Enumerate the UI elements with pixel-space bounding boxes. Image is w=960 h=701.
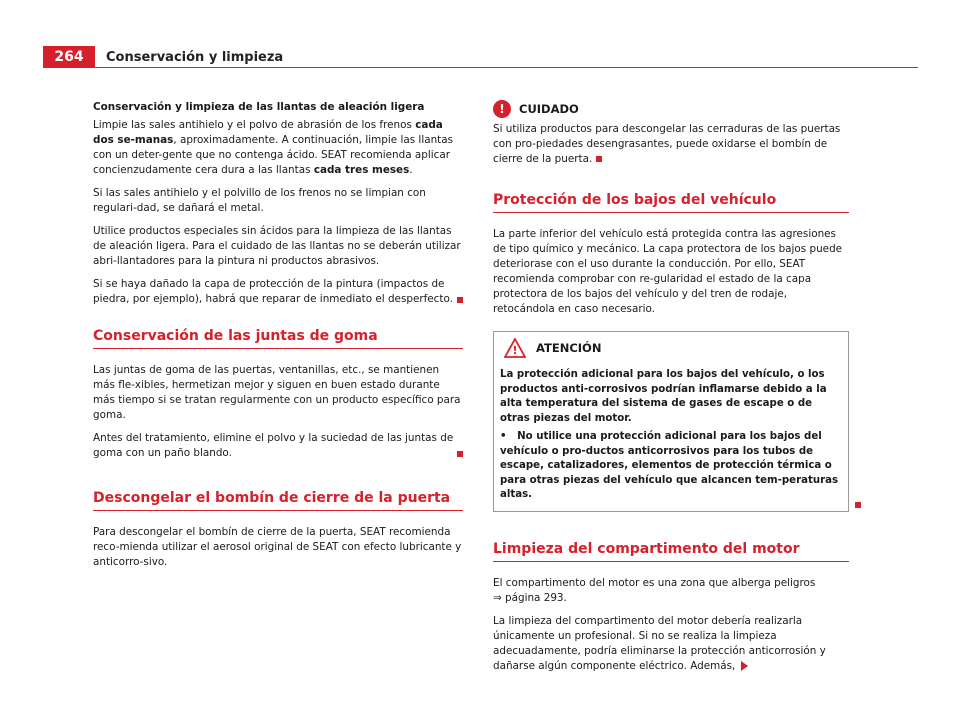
end-of-section-icon: [855, 502, 861, 508]
alloy-p1-e: .: [409, 164, 413, 176]
engine-p2-text: La limpieza del compartimento del motor debería realizarla únicamente un profesional. Si no se realiza la limpieza adecuadamente, podría eliminarse la protección anticorrosión y dañarse algún componente eléctrico. Además,: [493, 614, 826, 672]
cuidado-text: [493, 122, 849, 167]
rubber-paragraph-2: [93, 431, 463, 461]
continue-arrow-icon: [741, 661, 748, 671]
underbody-paragraph-1: La parte inferior del vehículo está protegida contra las agresiones de tipo químico y mecánico. La capa protectora de los bajos puede deteriorase con el uso durante la conducción. Por ello, SEAT recomienda comprobar con re-gularidad el estado de la capa protectora de los bajos del vehículo y del tren de rodaje, retocándola en caso necesario.: [493, 228, 843, 315]
cuidado-label: CUIDADO: [519, 101, 579, 116]
left-column: [93, 100, 463, 578]
bullet: •: [500, 431, 507, 442]
defrost-paragraph-1: Para descongelar el bombín de cierre de la puerta, SEAT recomienda reco-mienda utilizar el aerosol original de SEAT con efecto lubricante y anticorro-sivo.: [93, 526, 462, 568]
rubber-p2-text: Antes del tratamiento, elimine el polvo y la suciedad de las juntas de goma con un paño blando.: [93, 432, 454, 459]
alloy-p1-c: , aproximadamente. A continuación, limpie las llantas con un deter-gente que no contenga ácido. SEAT recomienda aplicar concienzudamente cera dura a las llantas: [93, 134, 454, 176]
alloy-p1-b: cada dos se-manas: [93, 119, 443, 146]
page-number: 264: [43, 46, 95, 68]
atencion-wrapper: [493, 331, 849, 512]
right-column: [493, 100, 849, 682]
atencion-paragraph-1: La protección adicional para los bajos del vehículo, o los productos anti-corrosivos podrían inflamarse debido a la alta temperatura del sistema de gases de escape o de otras piezas del motor.: [500, 369, 827, 424]
alloy-p1-d: cada tres meses: [313, 164, 410, 176]
alloy-heading: Conservación y limpieza de las llantas de aleación ligera: [93, 101, 425, 113]
header-rule: [43, 67, 918, 68]
atencion-paragraph-2: [500, 430, 840, 503]
cuidado-header: [493, 100, 849, 118]
alloy-p4-text: Si se haya dañado la capa de protección de la pintura (impactos de piedra, por ejemplo), habrá que reparar de inmediato el desperfecto.: [93, 278, 453, 305]
end-of-section-icon: [457, 297, 463, 303]
atencion-p2-text: No utilice una protección adicional para los bajos del vehículo o pro-ductos anticorrosivos para los tubos de escape, catalizadores, elementos de protección térmica o para otras piezas del vehículo que alcancen tem-peraturas altas.: [500, 431, 839, 500]
alloy-paragraph-1: [93, 118, 463, 178]
atencion-label: ATENCIÓN: [536, 340, 602, 355]
engine-section-heading: Limpieza del compartimento del motor: [493, 542, 849, 562]
warning-mark: !: [512, 344, 518, 357]
alloy-paragraph-3: Utilice productos especiales sin ácidos para la limpieza de las llantas de aleación ligera. Para el cuidado de las llantas no se deberán utilizar abri-llantadores para la pintura ni productos abrasivos.: [93, 225, 461, 267]
header-title: Conservación y limpieza: [106, 50, 284, 65]
atencion-header: [494, 332, 848, 368]
alloy-paragraph-2: Si las sales antihielo y el polvillo de los frenos no se limpian con regulari-dad, se dañará el metal.: [93, 187, 426, 214]
engine-p1-a: El compartimento del motor es una zona que alberga peligros: [493, 576, 816, 589]
atencion-box: [493, 331, 849, 512]
rubber-paragraph-1: Las juntas de goma de las puertas, ventanillas, etc., se mantienen más fle-xibles, hermetizan mejor y siguen en buen estado durante más tiempo si se tratan regularmente con un producto específico para goma.: [93, 364, 461, 421]
defrost-section-heading: Descongelar el bombín de cierre de la puerta: [93, 491, 463, 511]
page-reference-link[interactable]: ⇒ página 293.: [493, 591, 567, 604]
underbody-section-heading: Protección de los bajos del vehículo: [493, 193, 849, 213]
rubber-section-heading: Conservación de las juntas de goma: [93, 329, 463, 349]
alloy-p1-a: Limpie las sales antihielo y el polvo de abrasión de los frenos: [93, 119, 416, 131]
caution-icon: !: [493, 100, 511, 118]
engine-paragraph-2: [493, 614, 849, 674]
cuidado-text-content: Si utiliza productos para descongelar las cerraduras de las puertas con pro-piedades desengrasantes, puede oxidarse el bombín de cierre de la puerta.: [493, 123, 841, 165]
atencion-body: [494, 368, 848, 503]
engine-paragraph-1: [493, 576, 849, 606]
alloy-paragraph-4: [93, 277, 463, 307]
warning-triangle-icon: [504, 338, 526, 358]
end-of-section-icon: [596, 156, 602, 162]
end-of-section-icon: [457, 451, 463, 457]
